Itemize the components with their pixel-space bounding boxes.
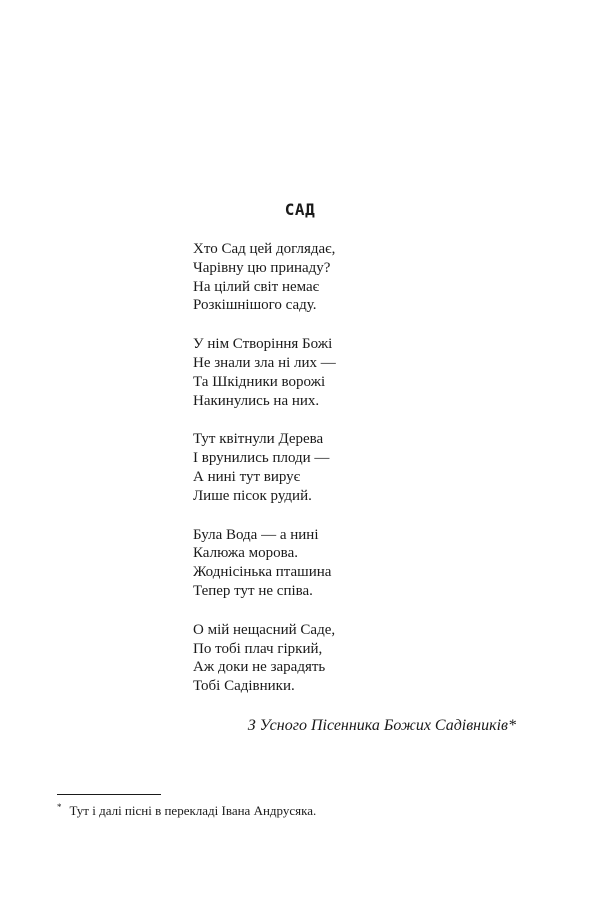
poem-line: О мій нещасний Саде,: [193, 621, 336, 638]
poem-line: Хто Сад цей доглядає,: [193, 241, 336, 257]
stanza: [193, 526, 513, 601]
stanza: [193, 430, 513, 505]
poem-line: А нині тут вирує: [193, 468, 301, 485]
poem-line: Не знали зла ні лих —: [193, 354, 336, 371]
footnote-text: Тут і далі пісні в перекладі Івана Андрусяка.: [69, 803, 317, 818]
stanza: [193, 240, 513, 315]
poem-line: На цілий світ немає: [193, 278, 320, 295]
poem-line: Тобі Садівники.: [193, 678, 295, 695]
poem-line: Розкішнішого саду.: [193, 297, 317, 314]
poem-line: Чарівну цю принаду?: [193, 259, 331, 276]
poem-line: Лише пісок рудий.: [193, 487, 312, 504]
poem-line: Була Вода — а нині: [193, 526, 319, 543]
footnote-mark: *: [57, 802, 62, 812]
poem-attribution: З Усного Пісенника Божих Садівників*: [247, 717, 516, 734]
footnote-divider: [57, 794, 161, 795]
poem-line: Та Шкідники ворожі: [193, 373, 326, 390]
poem-line: По тобі плач гіркий,: [193, 640, 323, 657]
stanza: [193, 621, 513, 696]
poem-body: [193, 240, 513, 716]
footnote: [57, 803, 316, 819]
poem-line: Аж доки не зарадять: [193, 659, 326, 676]
poem-line: Калюжа морова.: [193, 545, 298, 562]
poem-line: І врунились плоди —: [193, 450, 330, 467]
poem-line: У нім Створіння Божі: [193, 336, 333, 353]
stanza: [193, 335, 513, 410]
poem-line: Накинулись на них.: [193, 392, 320, 409]
poem-line: Тепер тут не співа.: [193, 582, 313, 599]
poem-title: САД: [284, 200, 316, 219]
poem-line: Тут квітнули Дерева: [193, 431, 324, 448]
poem-line: Жоднісінька пташина: [193, 564, 332, 581]
